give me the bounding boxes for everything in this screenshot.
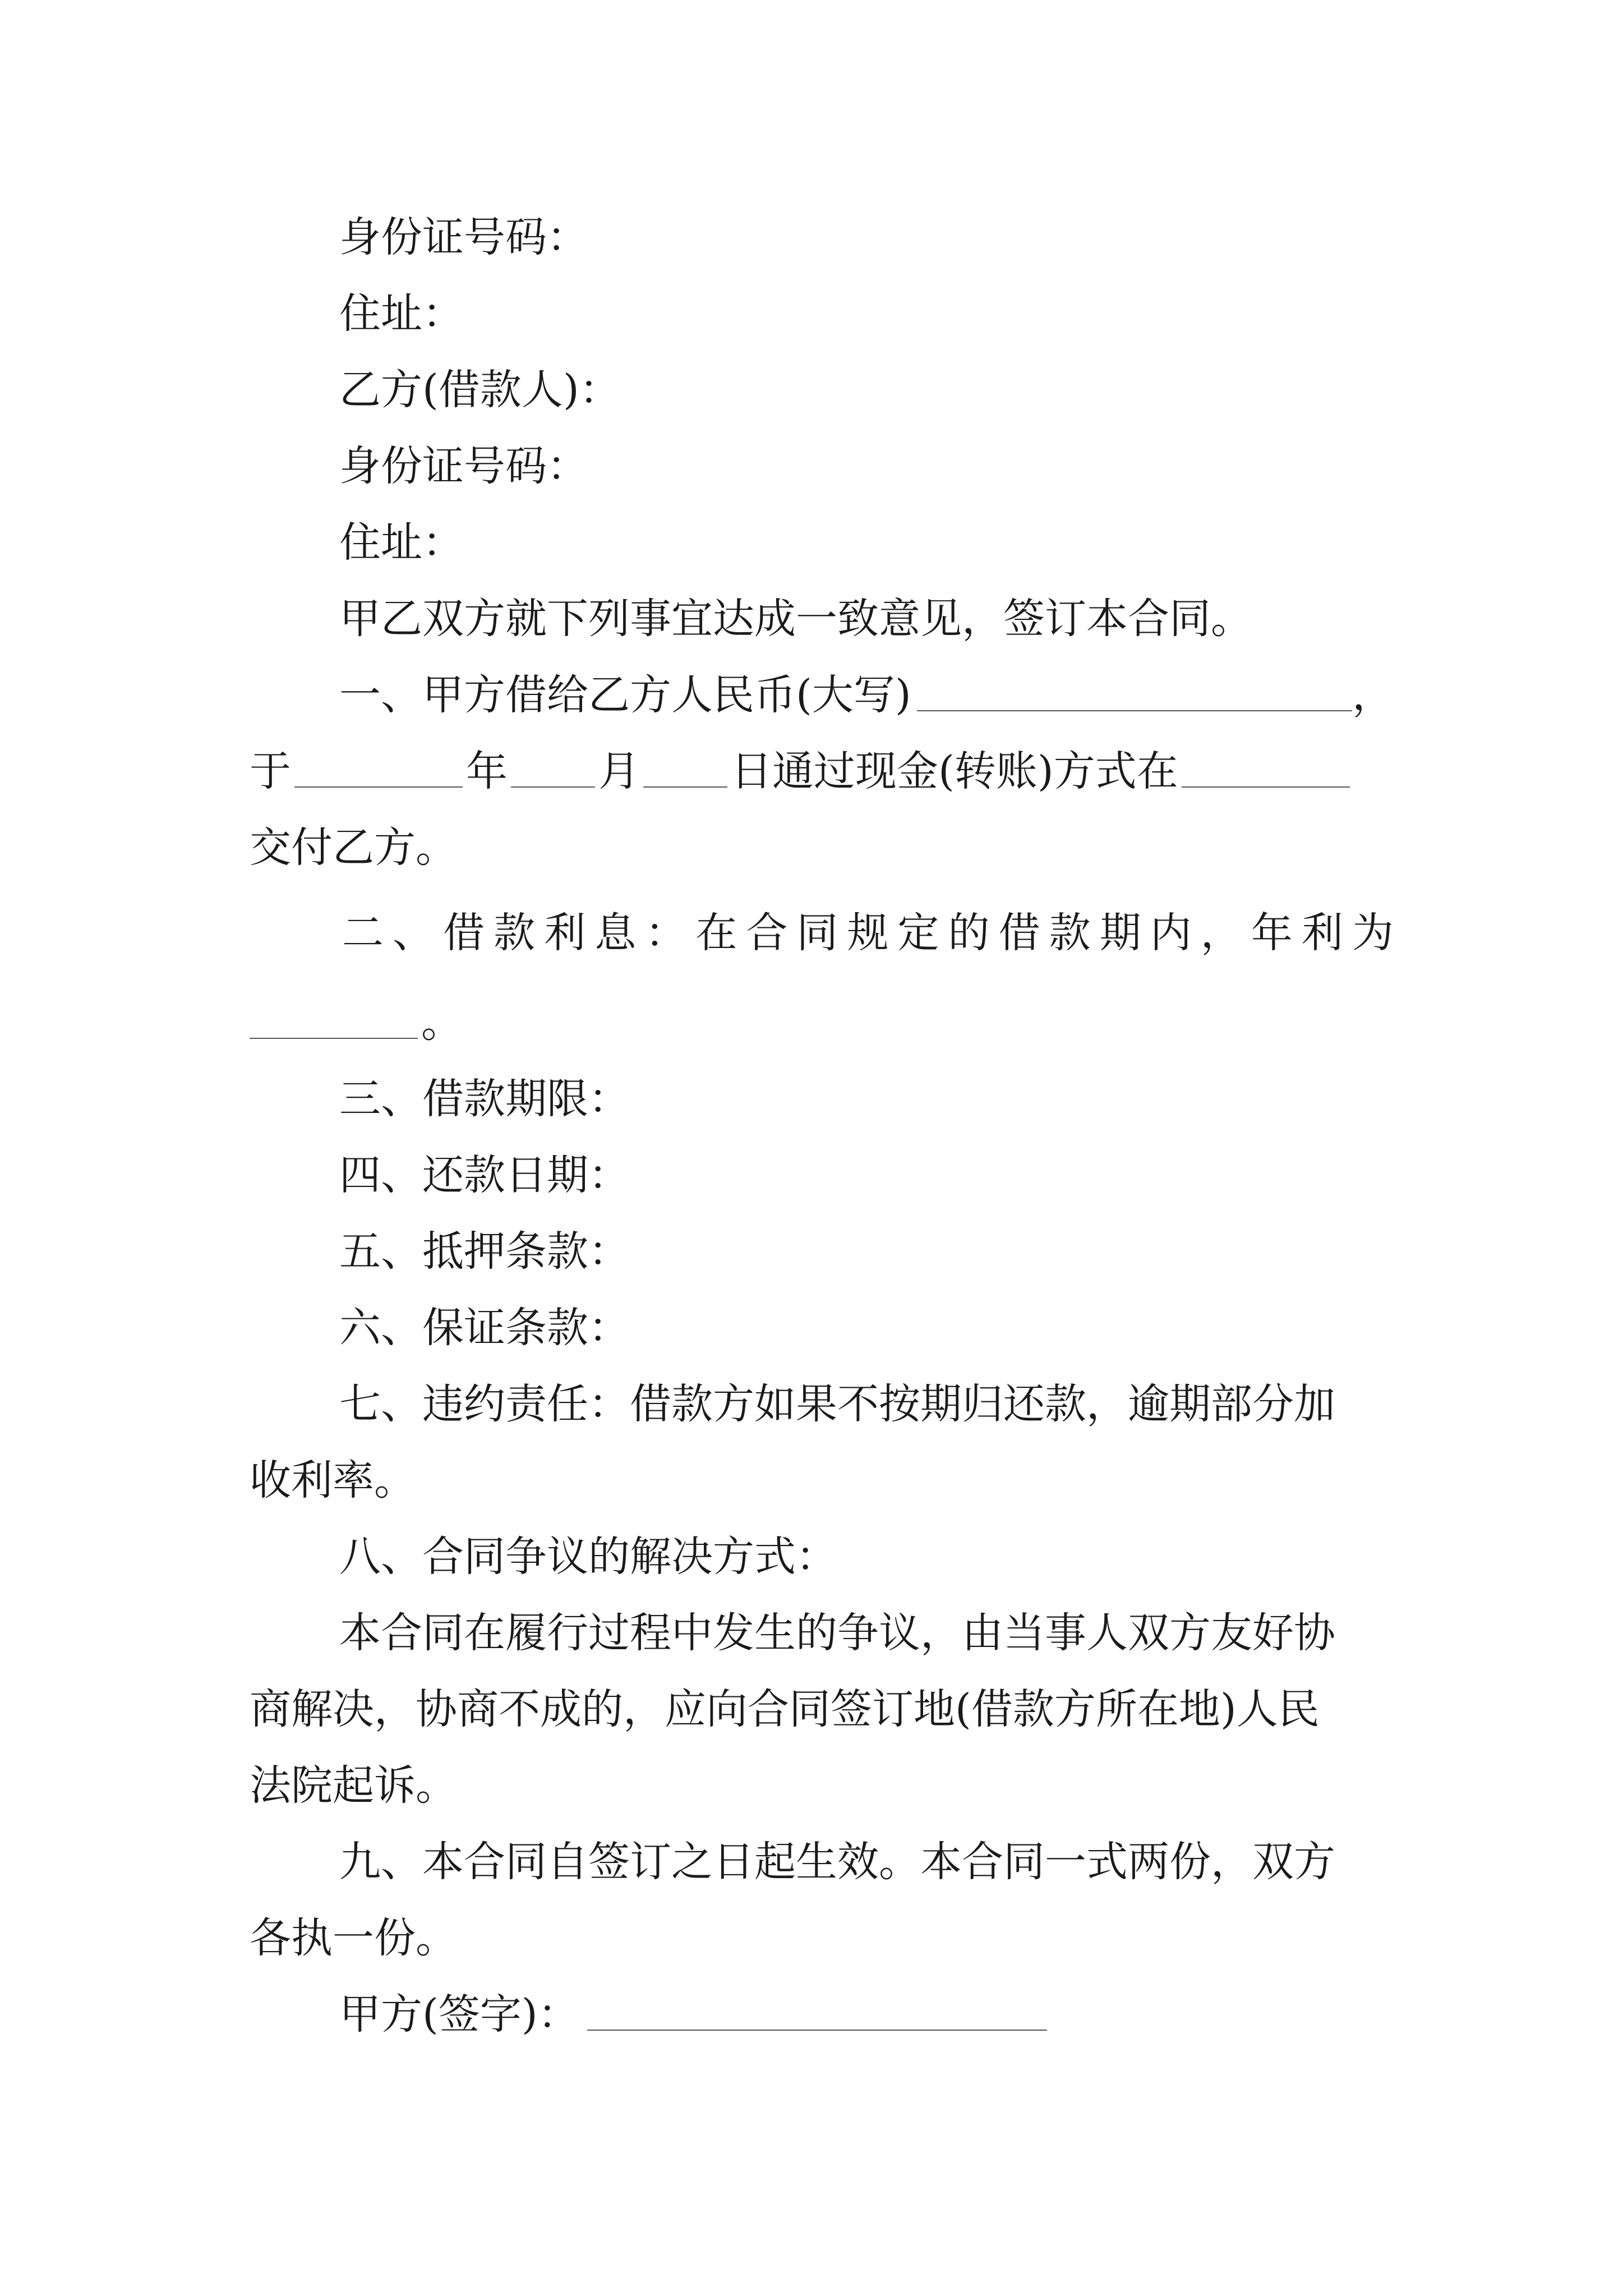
clause-1-line-c bbox=[250, 812, 1394, 872]
clause-1-line-a bbox=[250, 660, 1394, 719]
clause-2-char: 同 bbox=[796, 909, 838, 957]
clause-2-char: 内 bbox=[1150, 909, 1192, 957]
clause-2-char: 借 bbox=[443, 909, 485, 957]
clause-8-para-line-3 bbox=[250, 1750, 1394, 1810]
lender-address-label: 住址： bbox=[339, 289, 464, 338]
clause-2-line bbox=[250, 898, 1394, 957]
clause-8-line bbox=[250, 1521, 1394, 1581]
clause-2-char: 期 bbox=[1099, 909, 1141, 957]
clause-5-text: 五、抵押条款： bbox=[339, 1227, 630, 1276]
clause-4-line bbox=[250, 1140, 1394, 1199]
lender-id-label: 身份证号码： bbox=[339, 213, 588, 261]
intro-line bbox=[250, 583, 1394, 643]
clause-2-char: 利 bbox=[544, 909, 586, 957]
amount-blank bbox=[917, 710, 1352, 711]
clause-2-char: ： bbox=[645, 909, 687, 957]
clause-2-char: 息 bbox=[594, 909, 637, 957]
party-b-line bbox=[250, 355, 1394, 414]
borrower-address-label: 住址： bbox=[339, 518, 464, 567]
clause-8-para-2: 商解决，协商不成的，应向合同签订地(借款方所在地)人民 bbox=[250, 1685, 1320, 1733]
clause-2-char: 借 bbox=[998, 909, 1040, 957]
clause-9-text-b: 各执一份。 bbox=[250, 1914, 457, 1962]
borrower-id-label: 身份证号码： bbox=[339, 442, 588, 490]
interest-rate-blank bbox=[250, 1037, 418, 1039]
clause-2-char: ， bbox=[1200, 909, 1242, 957]
lender-address-line bbox=[250, 278, 1394, 338]
clause-2-char: 定 bbox=[897, 909, 939, 957]
clause-1-line-b bbox=[250, 736, 1394, 795]
clause-2-char: 在 bbox=[695, 909, 737, 957]
clause-8-para-1: 本合同在履行过程中发生的争议，由当事人双方友好协 bbox=[339, 1609, 1335, 1657]
clause-2-char: 为 bbox=[1352, 909, 1394, 957]
clause-2-char: 规 bbox=[847, 909, 889, 957]
place-blank bbox=[1182, 786, 1350, 788]
clause-2-char: 利 bbox=[1301, 909, 1343, 957]
lender-id-line bbox=[250, 202, 1394, 261]
borrower-id-line bbox=[250, 431, 1394, 490]
borrower-address-line bbox=[250, 507, 1394, 567]
clause-3-line bbox=[250, 1064, 1394, 1123]
clause-1-year: 年 bbox=[466, 747, 508, 795]
clause-7-line-a bbox=[250, 1369, 1394, 1428]
clause-2-char: 二 bbox=[342, 909, 384, 957]
clause-2-char: 款 bbox=[1049, 909, 1091, 957]
intro-text: 甲乙双方就下列事宜达成一致意见，签订本合同。 bbox=[339, 595, 1252, 643]
clause-7-text-b: 收利率。 bbox=[250, 1456, 416, 1504]
party-a-signature-blank bbox=[587, 2029, 1047, 2031]
party-a-signature-line bbox=[250, 1979, 1394, 2039]
clause-8-para-3: 法院起诉。 bbox=[250, 1761, 457, 1810]
clause-2-line-b bbox=[250, 987, 1394, 1047]
year-blank bbox=[294, 786, 463, 788]
clause-2-char: 合 bbox=[746, 909, 788, 957]
clause-5-line bbox=[250, 1216, 1394, 1276]
month-blank bbox=[511, 786, 595, 788]
clause-9-text-a: 九、本合同自签订之日起生效。本合同一式两份，双方 bbox=[339, 1838, 1335, 1886]
clause-2-char: 、 bbox=[393, 909, 435, 957]
party-b-label: 乙方(借款人)： bbox=[339, 366, 621, 414]
clause-2-end: 。 bbox=[421, 999, 463, 1047]
clause-1-comma: ， bbox=[1352, 671, 1394, 719]
clause-4-text: 四、还款日期： bbox=[339, 1151, 630, 1199]
clause-8-para-line-2 bbox=[250, 1674, 1394, 1733]
clause-1-day: 日通过现金(转账)方式在 bbox=[731, 747, 1178, 795]
clause-8-text: 八、合同争议的解决方式： bbox=[339, 1533, 837, 1581]
clause-1-deliver: 交付乙方。 bbox=[250, 823, 457, 872]
clause-2-char: 款 bbox=[494, 909, 536, 957]
clause-7-line-b bbox=[250, 1445, 1394, 1504]
clause-6-text: 六、保证条款： bbox=[339, 1304, 630, 1352]
clause-1-month: 月 bbox=[598, 747, 640, 795]
clause-9-line-a bbox=[250, 1826, 1394, 1886]
party-a-signature-label: 甲方(签字)： bbox=[339, 1990, 579, 2039]
clause-8-para-line-1 bbox=[250, 1598, 1394, 1657]
clause-1-yu: 于 bbox=[250, 747, 291, 795]
clause-7-text-a: 七、违约责任：借款方如果不按期归还款，逾期部分加 bbox=[339, 1380, 1335, 1428]
clause-2-char: 的 bbox=[948, 909, 990, 957]
day-blank bbox=[643, 786, 727, 788]
clause-2-char: 年 bbox=[1251, 909, 1293, 957]
clause-1-text: 一、甲方借给乙方人民币(大写) bbox=[339, 671, 911, 719]
clause-3-text: 三、借款期限： bbox=[339, 1075, 630, 1123]
clause-6-line bbox=[250, 1292, 1394, 1352]
clause-9-line-b bbox=[250, 1903, 1394, 1962]
